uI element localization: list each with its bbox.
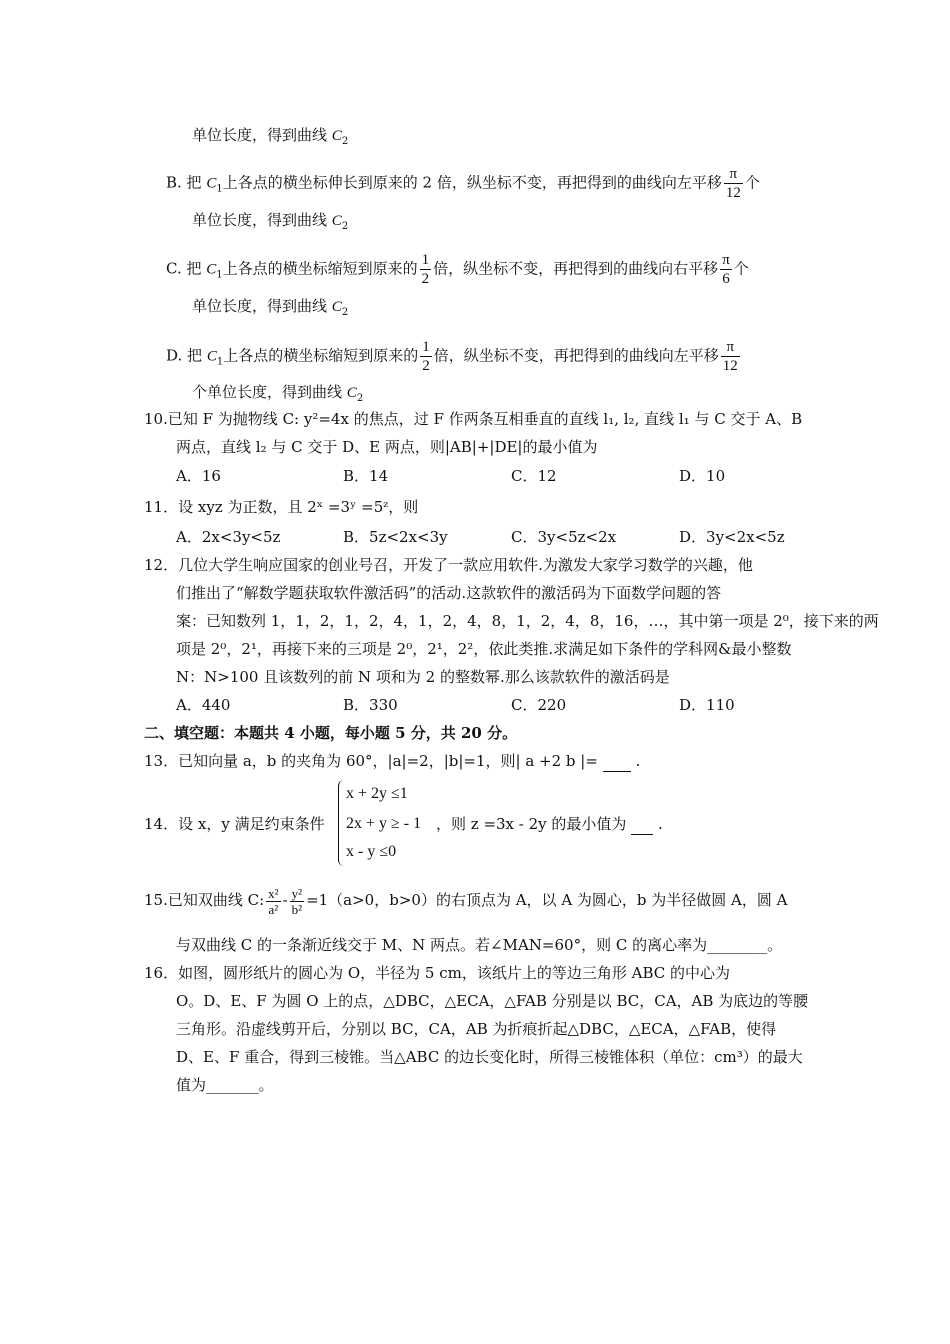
q16-line2: O。D、E、F 为圆 O 上的点，△DBC，△ECA，△FAB 分别是以 BC，CA，AB 为底边的等腰 <box>176 992 809 1010</box>
q11-option-d: D．3y<2x<5z <box>679 528 785 546</box>
q10-option-c: C．12 <box>511 467 557 485</box>
q11-option-c: C．3y<5z<2x <box>511 528 617 546</box>
q13: 13．已知向量 a，b 的夹角为 60°，|a|=2，|b|=1，则| a +2 b |= . <box>144 752 641 770</box>
q16-line5: 值为_______。 <box>176 1076 274 1094</box>
q14-stem: 14．设 x，y 满足约束条件 <box>144 815 325 833</box>
q12-option-b: B．330 <box>343 696 398 714</box>
q14-constraint-1: x + 2y ≤1 <box>346 785 408 802</box>
q16-line1: 16．如图，圆形纸片的圆心为 O，半径为 5 cm，该纸片上的等边三角形 ABC 的中心为 <box>144 964 731 982</box>
q9-d-tail: 个单位长度，得到曲线 $C_2$ <box>192 383 364 404</box>
q12-line5: N：N>100 且该数列的前 N 项和为 2 的整数幂.那么该款软件的激活码是 <box>176 668 670 686</box>
section-2-title: 二、填空题：本题共 4 小题，每小题 5 分，共 20 分。 <box>144 724 518 742</box>
q12-line4: 项是 2⁰，2¹，再接下来的三项是 2⁰，2¹，2²，依此类推.求满足如下条件的学科网&最小整数 <box>176 640 792 658</box>
q9-option-b: B. 把 $C_1$上各点的横坐标伸长到原来的 2 倍，纵坐标不变，再把得到的曲线向左平移 $\frac{\pi}{12}$ 个 <box>166 166 760 201</box>
q12-option-a: A．440 <box>176 696 231 714</box>
q11-option-a: A．2x<3y<5z <box>176 528 281 546</box>
q16-line3: 三角形。沿虚线剪开后，分别以 BC，CA，AB 为折痕折起△DBC，△ECA，△FAB，使得 <box>176 1020 777 1038</box>
q9-a-tail: 单位长度，得到曲线 $C_2$ <box>192 126 349 147</box>
q9-b-tail: 单位长度，得到曲线 $C_2$ <box>192 211 349 232</box>
q15-line1: 15.已知双曲线 C: $\frac{\text{x²}}{\text{a²}}$ - $\frac{\text{y²}}{\text{b²}}$ =1（a>0，b>0）的右顶点为 A，以 A 为圆心，b 为半径做圆 A，圆 A <box>144 885 788 917</box>
q14-constraint-3: x - y ≤0 <box>346 843 397 860</box>
q9-option-c: C. 把 $C_1$上各点的横坐标缩短到原来的 $\frac{1}{2}$ 倍，纵坐标不变，再把得到的曲线向右平移 $\frac{\pi}{6}$ 个 <box>166 252 749 287</box>
q16-line4: D、E、F 重合，得到三棱锥。当△ABC 的边长变化时，所得三棱锥体积（单位：cm³）的最大 <box>176 1048 803 1066</box>
q12-line3: 案：已知数列 1，1，2，1，2，4，1，2，4，8，1，2，4，8，16，…，其中第一项是 2⁰，接下来的两 <box>176 612 879 630</box>
q12-line1: 12．几位大学生响应国家的创业号召，开发了一款应用软件.为激发大家学习数学的兴趣，他 <box>144 556 753 574</box>
q10-option-a: A．16 <box>176 467 221 485</box>
q12-option-d: D．110 <box>679 696 735 714</box>
q10-option-b: B．14 <box>343 467 389 485</box>
q14-constraint-2: 2x + y ≥ - 1 <box>346 815 422 832</box>
q12-line2: 们推出了“解数学题获取软件激活码”的活动.这款软件的激活码为下面数学问题的答 <box>176 584 722 602</box>
q9-option-d: D. 把 $C_1$上各点的横坐标缩短到原来的 $\frac{1}{2}$ 倍，纵坐标不变，再把得到的曲线向左平移 $\frac{\pi}{12}$ <box>166 339 738 374</box>
q10-line2: 两点，直线 l₂ 与 C 交于 D、E 两点，则|AB|+|DE|的最小值为 <box>176 438 598 456</box>
q15-line2: 与双曲线 C 的一条渐近线交于 M、N 两点。若∠MAN=60°，则 C 的离心率为________。 <box>176 936 783 954</box>
q10-option-d: D．10 <box>679 467 726 485</box>
q11-option-b: B．5z<2x<3y <box>343 528 448 546</box>
q14-objective: ，则 z =3x - 2y 的最小值为 . <box>436 815 663 833</box>
q10-line1: 10.已知 F 为抛物线 C: y²=4x 的焦点，过 F 作两条互相垂直的直线 l₁, l₂, 直线 l₁ 与 C 交于 A、B <box>144 410 803 428</box>
q9-c-tail: 单位长度，得到曲线 $C_2$ <box>192 297 349 318</box>
q12-option-c: C．220 <box>511 696 567 714</box>
q11-stem: 11．设 xyz 为正数，且 2ˣ =3ʸ =5ᶻ，则 <box>144 498 419 516</box>
